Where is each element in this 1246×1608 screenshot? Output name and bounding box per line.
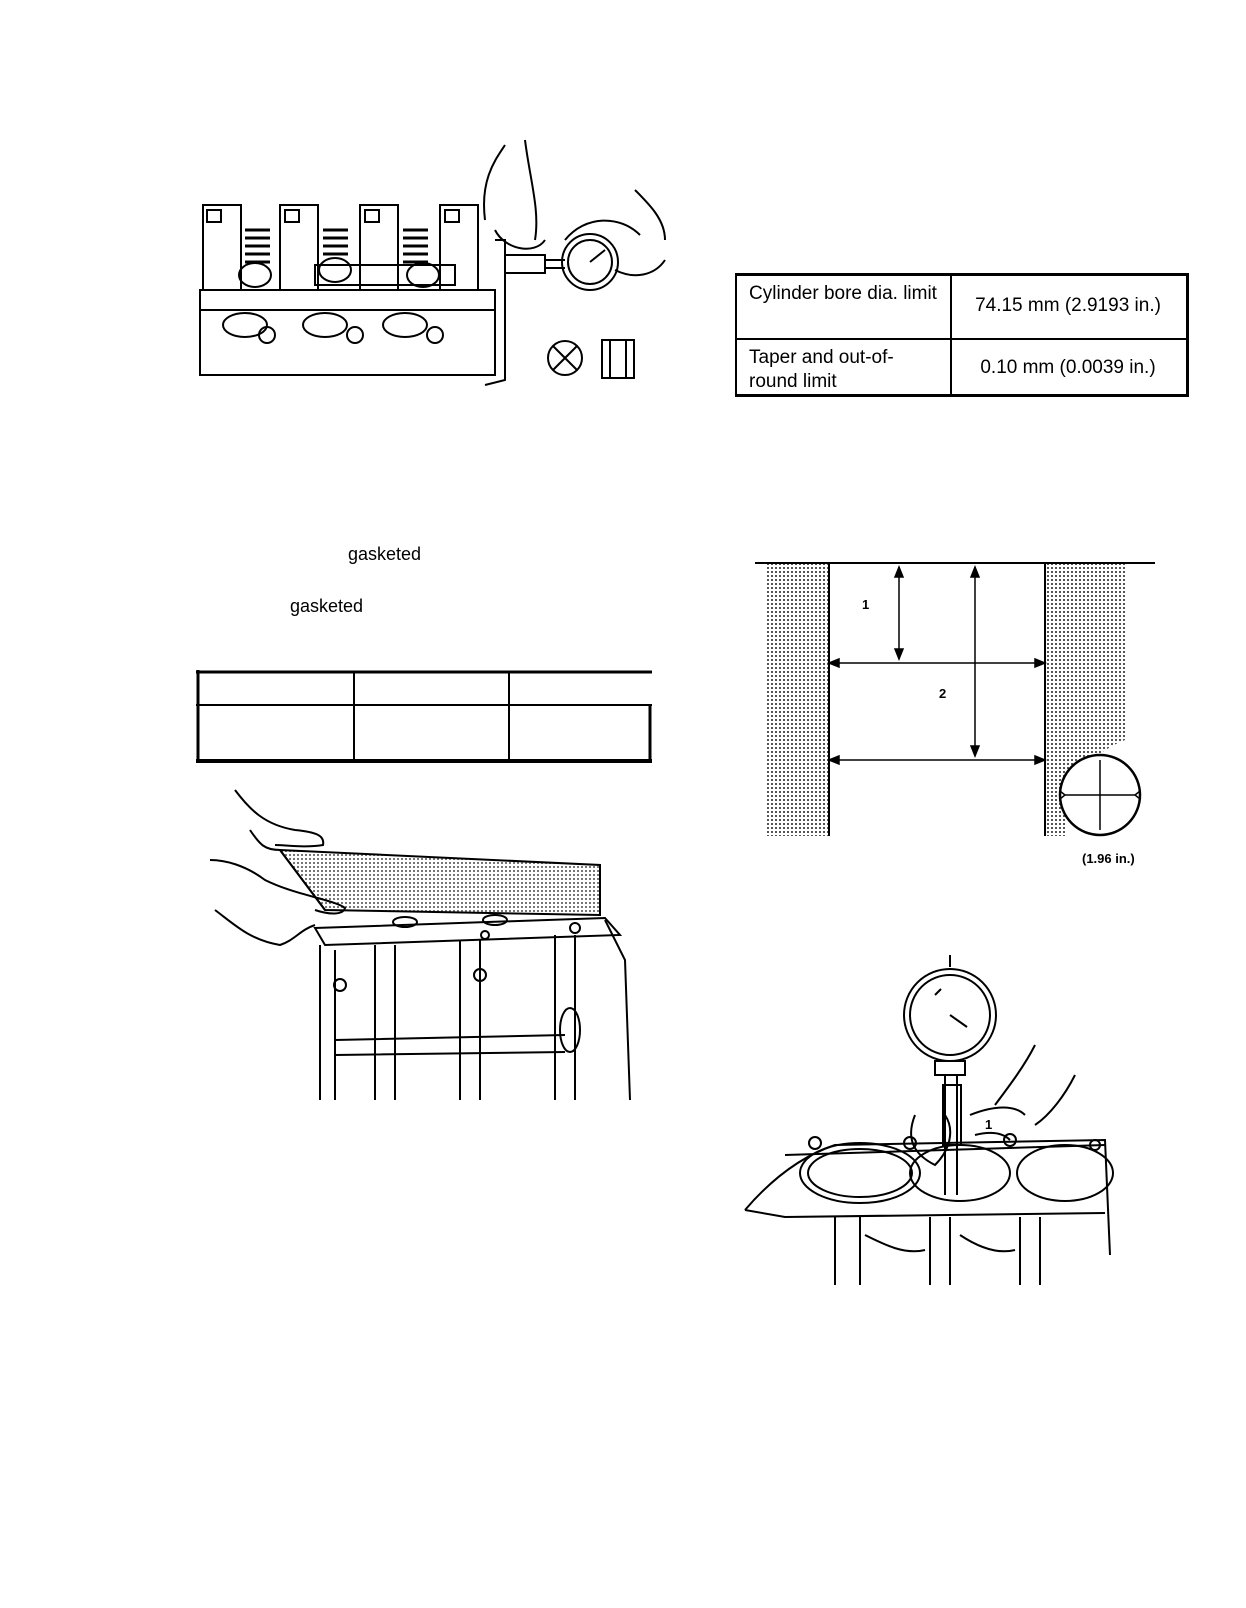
cylinder-measurement-diagram [755,555,1175,845]
spec-label: Taper and out-of-round limit [749,347,894,392]
block-straightedge-illustration [205,790,645,1110]
gauge-label-1: 1 [985,1117,993,1132]
dimension-caption: (1.96 in.) [1082,851,1135,866]
gasketed-word: gasketed [348,544,422,564]
cylinder-head-dial-gauge-illustration [195,140,685,400]
spec-value: 0.10 mm (0.0039 in.) [980,357,1156,378]
gasketed-word: gasketed [290,596,364,616]
spec-value: 74.15 mm (2.9193 in.) [975,295,1161,316]
empty-table-frame [196,670,656,765]
dimension-label-1: 1 [862,597,870,612]
dimension-label-2: 2 [939,686,947,701]
spec-row [737,338,1186,396]
bore-gauge-illustration [745,955,1115,1295]
spec-row [737,276,1186,338]
cylinder-bore-spec-table [735,273,1189,397]
spec-label: Cylinder bore dia. limit [749,283,937,304]
